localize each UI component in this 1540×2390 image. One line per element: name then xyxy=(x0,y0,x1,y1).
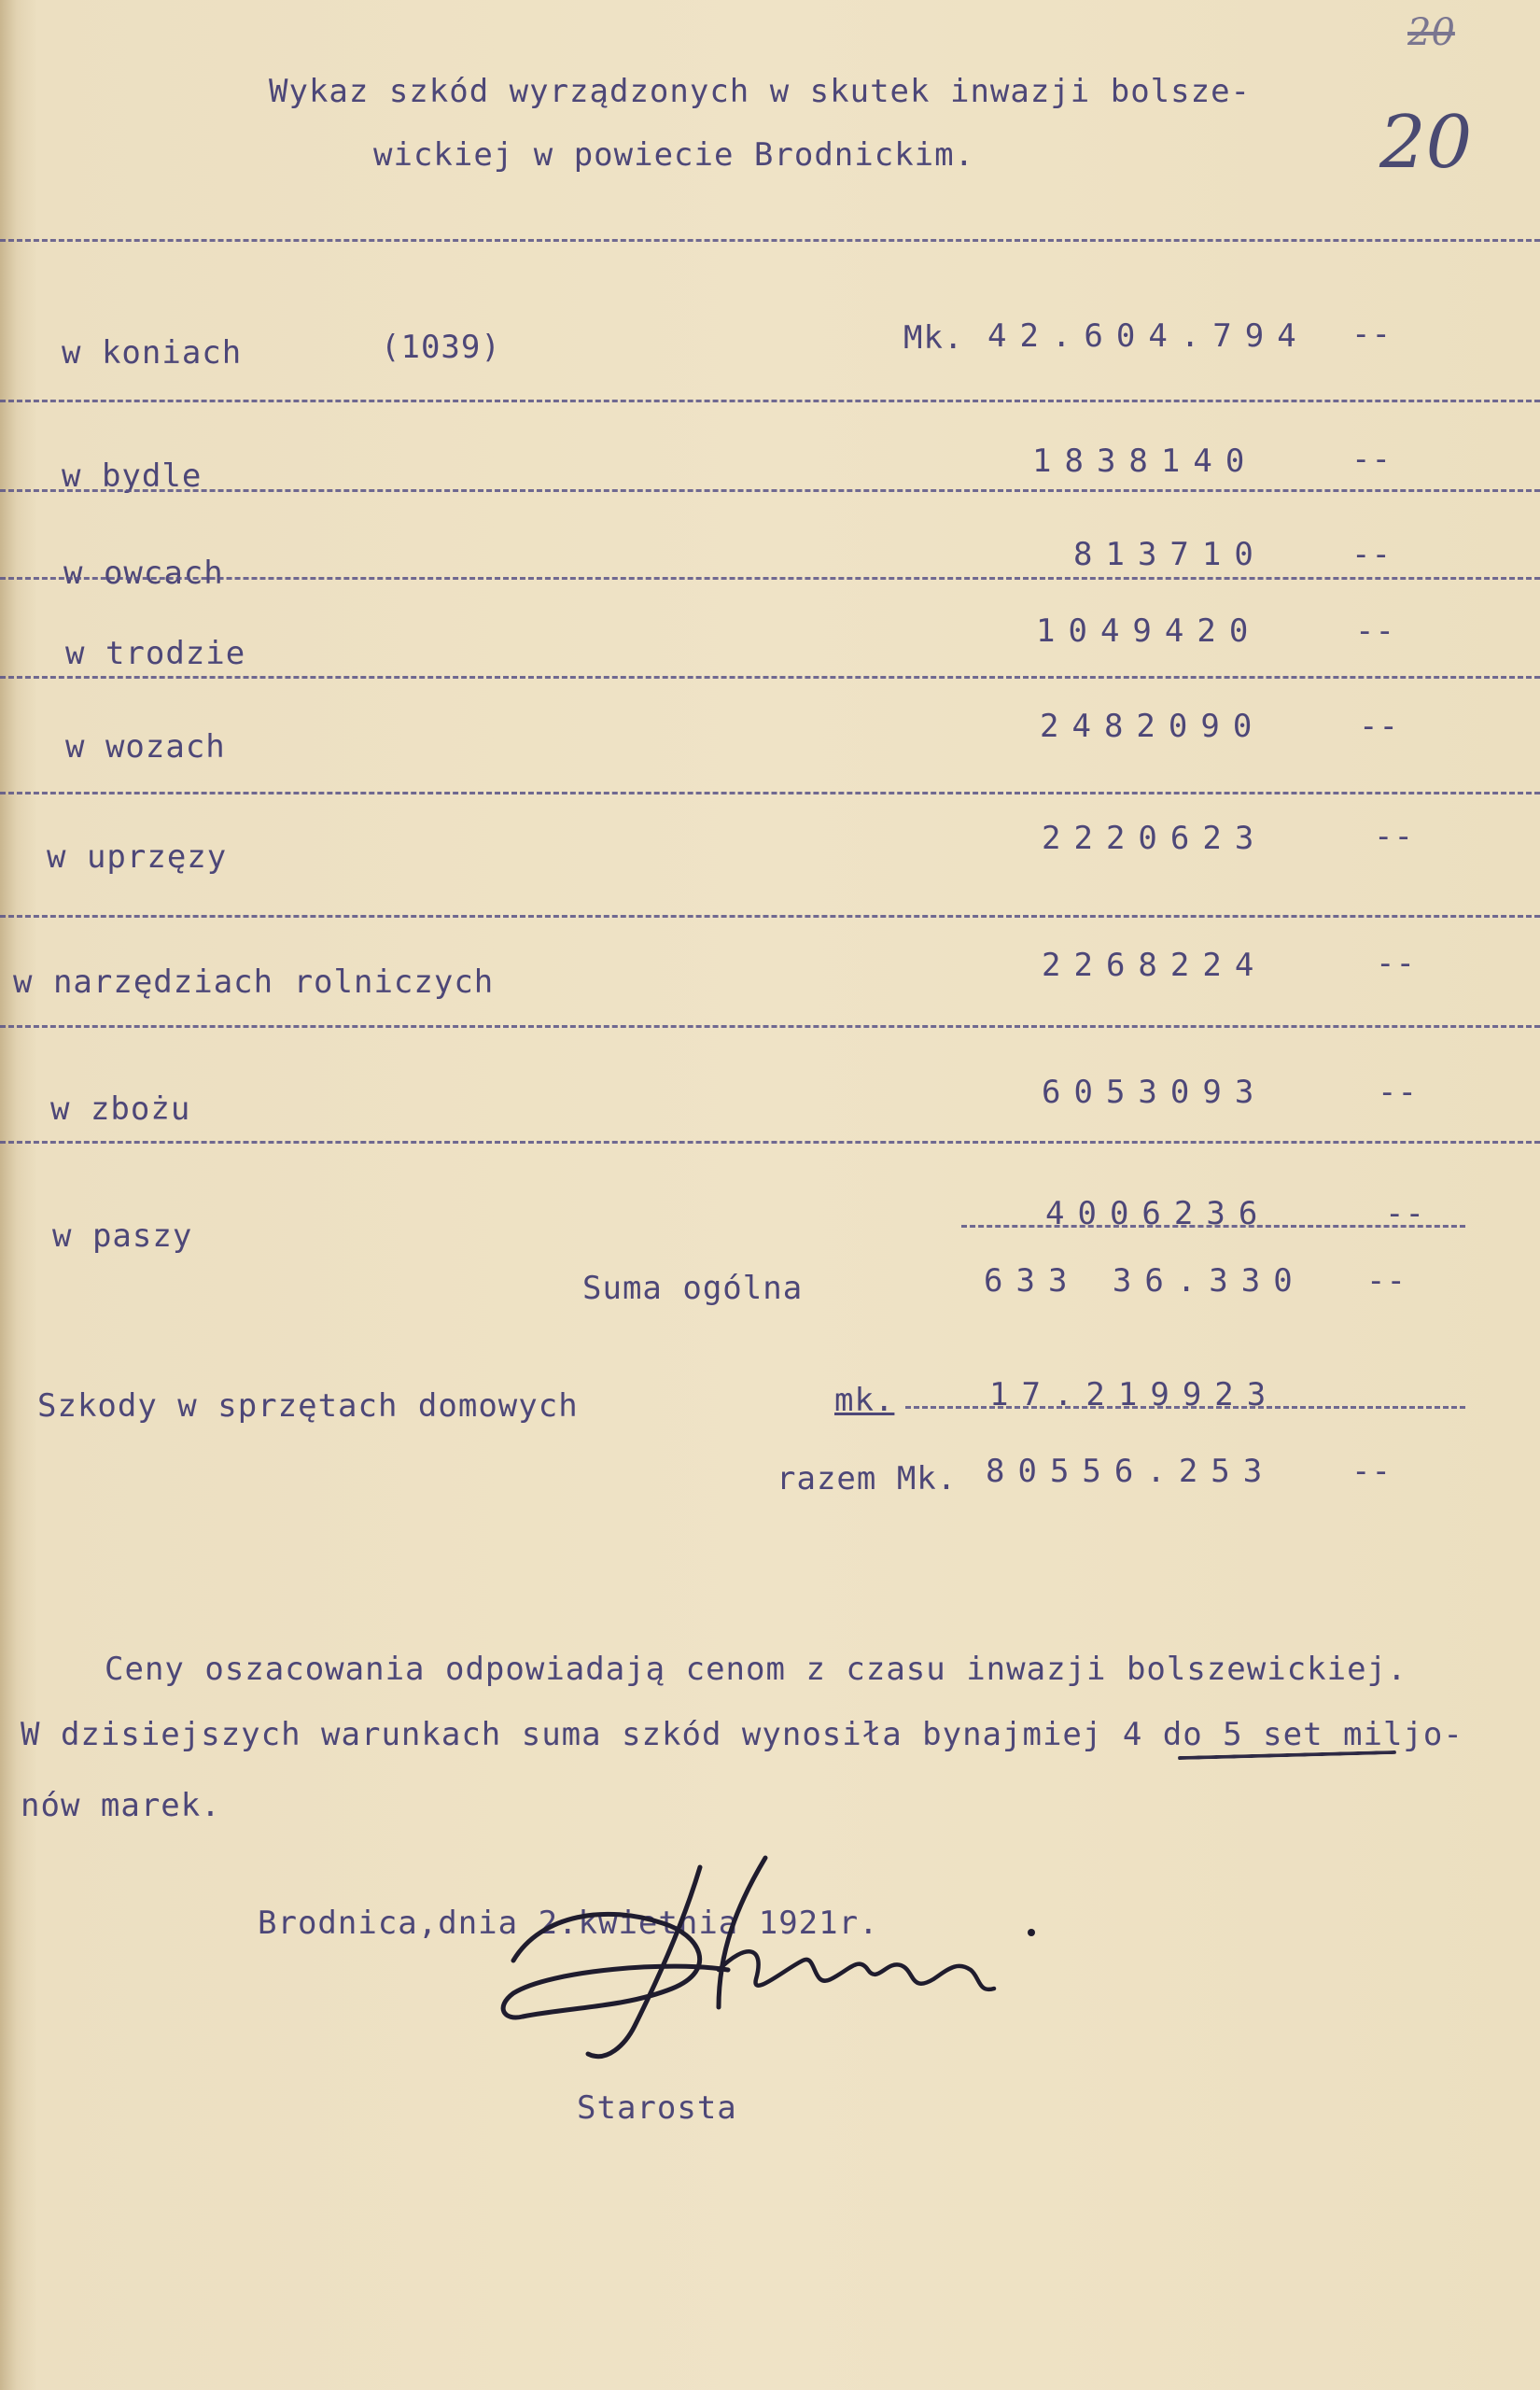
divider xyxy=(0,1141,1540,1144)
signature xyxy=(485,1830,1064,2073)
divider xyxy=(0,676,1540,679)
item-amount: 813710 xyxy=(1073,536,1267,573)
item-amount: 2482090 xyxy=(1040,708,1266,745)
divider xyxy=(0,239,1540,242)
household-amount: 17.219923 xyxy=(989,1376,1280,1413)
item-amount: 42.604.794 xyxy=(987,317,1309,355)
title-line-2: wickiej w powiecie Brodnickim. xyxy=(373,136,975,174)
item-amount: 2268224 xyxy=(1042,947,1267,984)
item-suffix: -- xyxy=(1351,316,1392,353)
household-label: Szkody w sprzętach domowych xyxy=(37,1387,579,1425)
item-suffix: -- xyxy=(1355,612,1395,650)
item-suffix: -- xyxy=(1385,1195,1425,1232)
item-currency: Mk. xyxy=(903,319,964,357)
item-suffix: -- xyxy=(1374,818,1414,855)
note-line-2: W dzisiejszych warunkach suma szkód wynosiła bynajmiej 4 do 5 set miljo- xyxy=(21,1716,1463,1753)
item-label: w paszy xyxy=(52,1217,193,1255)
sum-rule xyxy=(961,1225,1465,1228)
item-amount: 4006236 xyxy=(1045,1195,1271,1232)
divider xyxy=(0,792,1540,794)
household-currency: mk. xyxy=(834,1382,895,1419)
item-amount: 6053093 xyxy=(1042,1074,1267,1111)
item-amount: 1049420 xyxy=(1036,612,1262,650)
title-line-1: Wykaz szkód wyrządzonych w skutek inwazji bolsze- xyxy=(269,73,1252,110)
item-label: w trodzie xyxy=(65,635,246,672)
grand-total-suffix: -- xyxy=(1351,1453,1392,1490)
item-suffix: -- xyxy=(1351,441,1392,478)
page-number: 20 xyxy=(1379,101,1473,185)
household-rule xyxy=(905,1406,1465,1409)
item-amount: 2220623 xyxy=(1042,820,1267,857)
item-label: w bydle xyxy=(62,457,203,495)
divider xyxy=(0,915,1540,918)
divider xyxy=(0,1025,1540,1028)
divider xyxy=(0,400,1540,402)
item-amount: 1838140 xyxy=(1032,443,1258,480)
item-label: w uprzęzy xyxy=(47,838,228,876)
grand-total-amount: 80556.253 xyxy=(986,1453,1276,1490)
note-line-3: nów marek. xyxy=(21,1787,221,1824)
item-label: w zbożu xyxy=(50,1090,191,1128)
page-number-struck: 20 xyxy=(1407,11,1455,54)
item-note: (1039) xyxy=(381,329,501,366)
note-line-1: Ceny oszacowania odpowiadają cenom z czasu inwazji bolszewickiej. xyxy=(105,1651,1407,1688)
grand-total-label: razem Mk. xyxy=(777,1460,958,1497)
total-suffix: -- xyxy=(1366,1262,1407,1300)
signatory-title: Starosta xyxy=(577,2089,737,2127)
item-label: w owcach xyxy=(63,555,224,592)
item-suffix: -- xyxy=(1376,945,1416,982)
divider xyxy=(0,489,1540,492)
item-suffix: -- xyxy=(1351,536,1392,573)
total-amount: 633 36.330 xyxy=(984,1262,1306,1300)
item-suffix: -- xyxy=(1378,1074,1418,1111)
item-suffix: -- xyxy=(1359,708,1399,745)
divider xyxy=(0,577,1540,580)
place-date: Brodnica,dnia 2.kwietnia 1921r. xyxy=(258,1905,879,1942)
item-label: w koniach xyxy=(62,334,243,372)
total-label: Suma ogólna xyxy=(582,1270,804,1307)
item-label: w narzędziach rolniczych xyxy=(13,963,495,1001)
item-label: w wozach xyxy=(65,728,226,766)
